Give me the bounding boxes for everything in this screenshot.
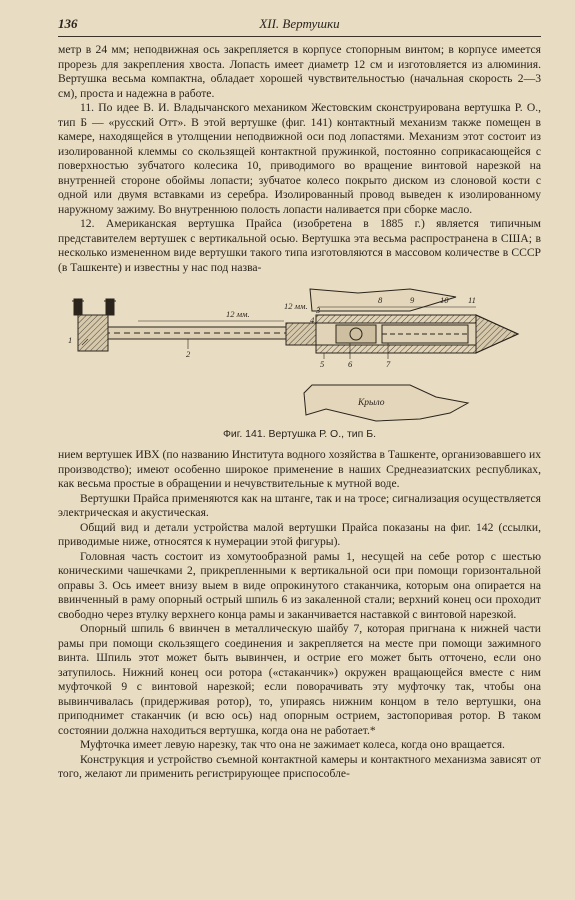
figure-caption: Фиг. 141. Вертушка Р. О., тип Б. (222, 428, 377, 440)
fig-label-3: 3 (316, 305, 321, 315)
fig-label-6: 6 (348, 359, 353, 369)
body-text-bottom (58, 448, 541, 782)
page-header (58, 16, 541, 37)
fig-label-2: 2 (186, 349, 191, 359)
page-number: 136 (58, 16, 78, 31)
paragraph: Конструкция и устройство съемной контактной камеры и контактного механизма зависят от того, желают ли применить регистрирующее приспособле- (58, 752, 541, 780)
paragraph: Вертушки Прайса применяются как на штанге, так и на тросе; сигнализация осуществляется электрическая и акустическая. (58, 491, 541, 519)
paragraph: Опорный шпиль 6 ввинчен в металлическую шайбу 7, которая пригнана к нижней части рамы при помощи скользящего соединения и закрепляется на месте при помощи зажимного винта. Шпиль этот может быть вывинчен, и острие его может быть отточено, если оно затупилось. Нижний конец оси ротора («стаканчик») окружен вращающейся вместе с ним муфточкой 9 с винтовой нарезкой; если поворачивать эту муфточку так, чтобы она вывинчивалась (придерживая ротор), то, упираясь нижним концом в тело вертушки, она приподнимет стаканчик (и всю ось) над опорным острием, застопоривая ротор. В таком состоянии должна находиться вертушка, когда она не работает.* (58, 622, 541, 737)
paragraph: Общий вид и детали устройства малой вертушки Прайса показаны на фиг. 142 (ссылки, приводимые ниже, относятся к нумерации этой фигуры). (58, 520, 541, 548)
fig-dimension-12mm-body: 12 мм. (284, 301, 308, 311)
paragraph: 12. Американская вертушка Прайса (изобретена в 1885 г.) является типичным представителем вертушек с вертикальной осью. Вертушка эта весьма распространена в США; в несколько измененном виде вертушки такого типа изготовляются в массовом количестве в СССР (в Ташкенте) и известны у нас под назва- (58, 217, 541, 274)
fig-label-8: 8 (378, 295, 383, 305)
paragraph: нием вертушек ИВХ (по названию Института водного хозяйства в Ташкенте, организовавшего их производство); имеют особенно широкое применение в наших Среднеазиатских республиках, как весьма простые в обращении и нечувствительные к мутной воде. (58, 448, 541, 490)
fig-label-1: 1 (68, 335, 73, 345)
fig-label-9: 9 (410, 295, 415, 305)
fig-dimension-12mm-rod: 12 мм. (226, 309, 250, 319)
fig-label-5: 5 (320, 359, 325, 369)
fig-label-11: 11 (468, 295, 476, 305)
paragraph: 11. По идее В. И. Владычанского механиком Жестовским сконструирована вертушка Р. О., тип Б — «русский Отт». В этой вертушке (фиг. 141) контактный механизм также помещен в камере, находящейся в утолщении неподвижной оси под лопастями. Механизм этот состоит из изолированной клеммы со скользящей контактной пружинкой, постоянно соприкасающейся с поверхностью зубчатого колесика 10, приводимого во вращение винтовой нарезкой на внутренней стороне обоймы лопасти; зубчатое колесо покрыто диском из слоновой кости с одной или двумя вставками из серебра. Изолированный провод выведен к изолированному наружному зажиму. Во внутреннюю полость лопасти наливается при сборке масло. (58, 101, 541, 216)
body-text-top (58, 43, 541, 275)
figure-141 (58, 281, 541, 426)
fig-wing-label: Крыло (358, 398, 385, 408)
fig-label-4: 4 (310, 315, 315, 325)
current-meter-drawing (58, 281, 541, 426)
fig-label-10: 10 (440, 295, 449, 305)
paragraph: метр в 24 мм; неподвижная ось закрепляется в корпусе стопорным винтом; в корпусе имеется прорезь для закрепления хвоста. Лопасть имеет диаметр 12 см и изготовляется из алюминия. Вертушка весьма компактна, обладает хорошей чувствительностью (начальная скорость 2—3 см), проста и надежна в работе. (58, 43, 541, 100)
fig-label-7: 7 (386, 359, 391, 369)
running-title: XII. Вертушки (259, 16, 340, 31)
paragraph: Муфточка имеет левую нарезку, так что она не зажимает колеса, когда оно вращается. (80, 738, 505, 751)
paragraph: Головная часть состоит из хомутообразной рамы 1, несущей на себе ротор с шестью коническими чашечками 2, прикрепленными к вертикальной оси при помощи горизонтальной оправы 3. Ось имеет внизу выем в виде опрокинутого стаканчика, которым она опирается на ввинченный в раму опорный острый шпиль 6 из закаленной стали; верхний конец оси проходит свободно через втулку верхнего конца рамы и заканчивается наставкой с винтовой нарезкой. (58, 549, 541, 621)
